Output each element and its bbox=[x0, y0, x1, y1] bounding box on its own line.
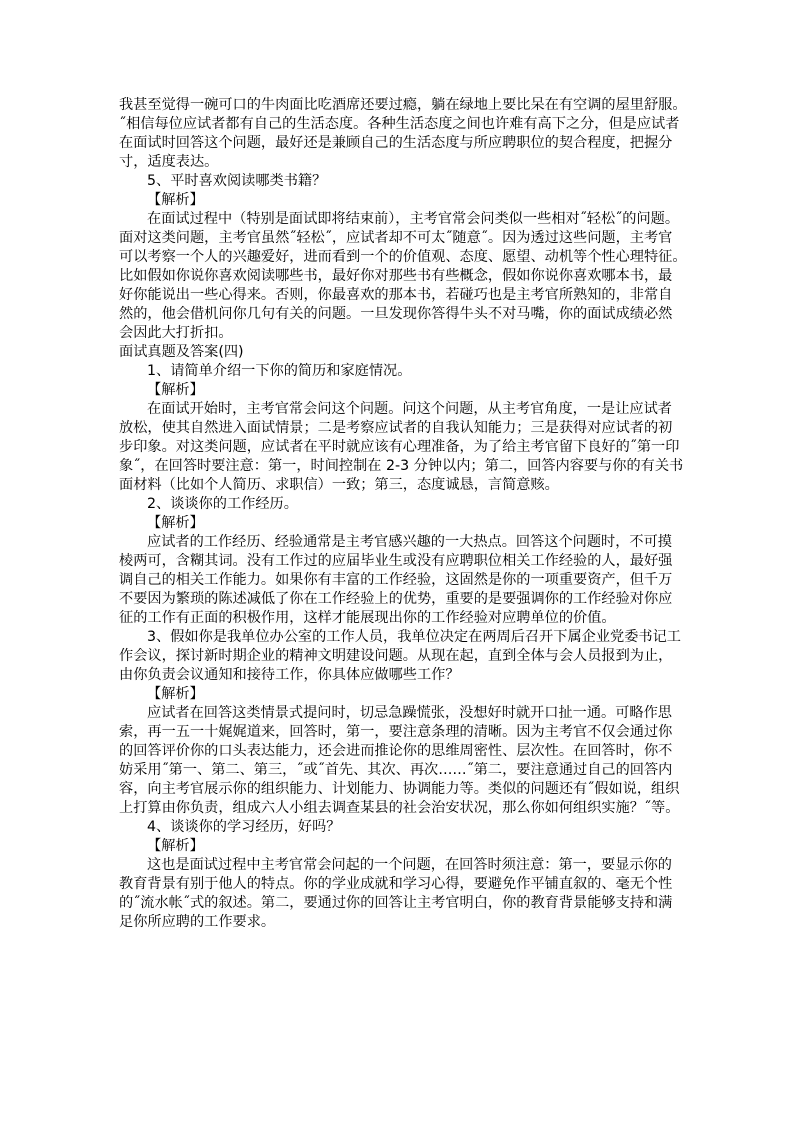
question-3 bbox=[119, 628, 685, 685]
question-1: 1、请简单介绍一下你的简历和家庭情况。 bbox=[147, 363, 412, 379]
text-line: 作会议，探讨新时期企业的精神文明建设问题。从现在起，直到全体与会人员报到为止， bbox=[119, 648, 673, 664]
paragraph-life-attitude bbox=[119, 96, 685, 172]
text-line: 在面试过程中（特别是面试即将结束前），主考官常会问类似一些相对˝轻松˝的问题。 bbox=[147, 211, 680, 227]
question-5: 5、平时喜欢阅读哪类书籍？ bbox=[147, 173, 327, 189]
text-line: 象˝，在回答时要注意：第一，时间控制在 2-3 分钟以内；第二，回答内容要与你的有关书 bbox=[119, 458, 684, 474]
analysis-label: 【解析】 bbox=[147, 515, 204, 531]
text-line: 步印象。对这类问题，应试者在平时就应该有心理准备，为了给主考官留下良好的˝第一印 bbox=[119, 439, 680, 455]
text-line: 容，向主考官展示你的组织能力、计划能力、协调能力等。类似的问题还有˝假如说，组织 bbox=[119, 781, 680, 797]
text-line: 这也是面试过程中主考官常会问起的一个问题，在回答时须注意：第一，要显示你的 bbox=[147, 857, 672, 873]
section-heading: 面试真题及答案(四) bbox=[119, 344, 244, 360]
text-line: 可以考察一个人的兴趣爱好，进而看到一个的价值观、态度、愿望、动机等个性心理特征。 bbox=[119, 249, 687, 265]
paragraph-answer-4 bbox=[119, 856, 685, 932]
question-2: 2、谈谈你的工作经历。 bbox=[147, 496, 298, 512]
text-line: 寸，适度表达。 bbox=[119, 154, 219, 170]
document-page bbox=[119, 96, 685, 932]
text-line: 索，再一五一十娓娓道来，回答时，第一，要注意条理的清晰。因为主考官不仅会通过你 bbox=[119, 724, 673, 740]
text-line: ˝相信每位应试者都有自己的生活态度。各种生活态度之间也许难有高下之分，但是应试者 bbox=[119, 116, 680, 132]
text-line: 放松，使其自然进入面试情景；二是考察应试者的自我认知能力；三是获得对应试者的初 bbox=[119, 420, 673, 436]
analysis-label: 【解析】 bbox=[147, 382, 204, 398]
paragraph-answer-3 bbox=[119, 704, 685, 818]
text-line: 比如假如你说你喜欢阅读哪些书，最好你对那些书有些概念，假如你说你喜欢哪本书，最 bbox=[119, 268, 673, 284]
text-line: 应试者的工作经历、经验通常是主考官感兴趣的一大热点。回答这个问题时，不可摸 bbox=[147, 534, 672, 550]
text-line: 会因此大打折扣。 bbox=[119, 325, 233, 341]
paragraph-answer-2 bbox=[119, 533, 685, 628]
text-line: 面材料（比如个人简历、求职信）一致；第三，态度诚恳，言简意赅。 bbox=[119, 477, 559, 493]
text-line: 我甚至觉得一碗可口的牛肉面比吃酒席还要过瘾，躺在绿地上要比呆在有空调的屋里舒服。 bbox=[119, 97, 687, 113]
text-line: 面对这类问题，主考官虽然˝轻松˝，应试者却不可太˝随意˝。因为透过这些问题，主考官 bbox=[119, 230, 673, 246]
text-line: 在面试时回答这个问题，最好还是兼顾自己的生活态度与所应聘职位的契合程度，把握分 bbox=[119, 135, 673, 151]
paragraph-answer-5 bbox=[119, 210, 685, 343]
text-line: 不要因为繁琐的陈述减低了你在工作经验上的优势，重要的是要强调你的工作经验对你应 bbox=[119, 591, 673, 607]
text-line: 的回答评价你的口头表达能力，还会进而推论你的思维周密性、层次性。在回答时，你不 bbox=[119, 743, 673, 759]
analysis-label: 【解析】 bbox=[147, 838, 204, 854]
text-line: 棱两可，含糊其词。没有工作过的应届毕业生或没有应聘职位相关工作经验的人，最好强 bbox=[119, 553, 673, 569]
text-line: 足你所应聘的工作要求。 bbox=[119, 914, 276, 930]
text-line: 由你负责会议通知和接待工作，你具体应做哪些工作？ bbox=[119, 667, 460, 683]
question-4: 4、谈谈你的学习经历，好吗？ bbox=[147, 819, 341, 835]
text-line: 好你能说出一些心得来。否则，你最喜欢的那本书，若碰巧也是主考官所熟知的，非常自 bbox=[119, 287, 673, 303]
text-line: 的˝流水帐˝式的叙述。第二，要通过你的回答让主考官明白，你的教育背景能够支持和满 bbox=[119, 895, 673, 911]
text-line: 上打算由你负责，组成六人小组去调查某县的社会治安状况，那么你如何组织实施？˝等。 bbox=[119, 800, 680, 816]
text-line: 在面试开始时，主考官常会问这个问题。问这个问题，从主考官角度，一是让应试者 bbox=[147, 401, 672, 417]
text-line: 调自己的相关工作能力。如果你有丰富的工作经验，这固然是你的一项重要资产，但千万 bbox=[119, 572, 673, 588]
analysis-label: 【解析】 bbox=[147, 192, 204, 208]
text-line: 3、假如你是我单位办公室的工作人员，我单位决定在两周后召开下属企业党委书记工 bbox=[147, 629, 681, 645]
analysis-label: 【解析】 bbox=[147, 686, 204, 702]
text-line: 应试者在回答这类情景式提问时，切忌急躁慌张，没想好时就开口扯一通。可略作思 bbox=[147, 705, 672, 721]
text-line: 征的工作有正面的积极作用，这样才能展现出你的工作经验对应聘单位的价值。 bbox=[119, 610, 616, 626]
text-line: 然的，他会借机问你几句有关的问题。一旦发现你答得牛头不对马嘴，你的面试成绩必然 bbox=[119, 306, 673, 322]
text-line: 教育背景有别于他人的特点。你的学业成就和学习心得，要避免作平铺直叙的、毫无个性 bbox=[119, 876, 673, 892]
text-line: 妨采用˝第一、第二、第三，˝或˝首先、其次、再次……˝第二，要注意通过自己的回答内 bbox=[119, 762, 673, 778]
paragraph-answer-1 bbox=[119, 400, 685, 495]
